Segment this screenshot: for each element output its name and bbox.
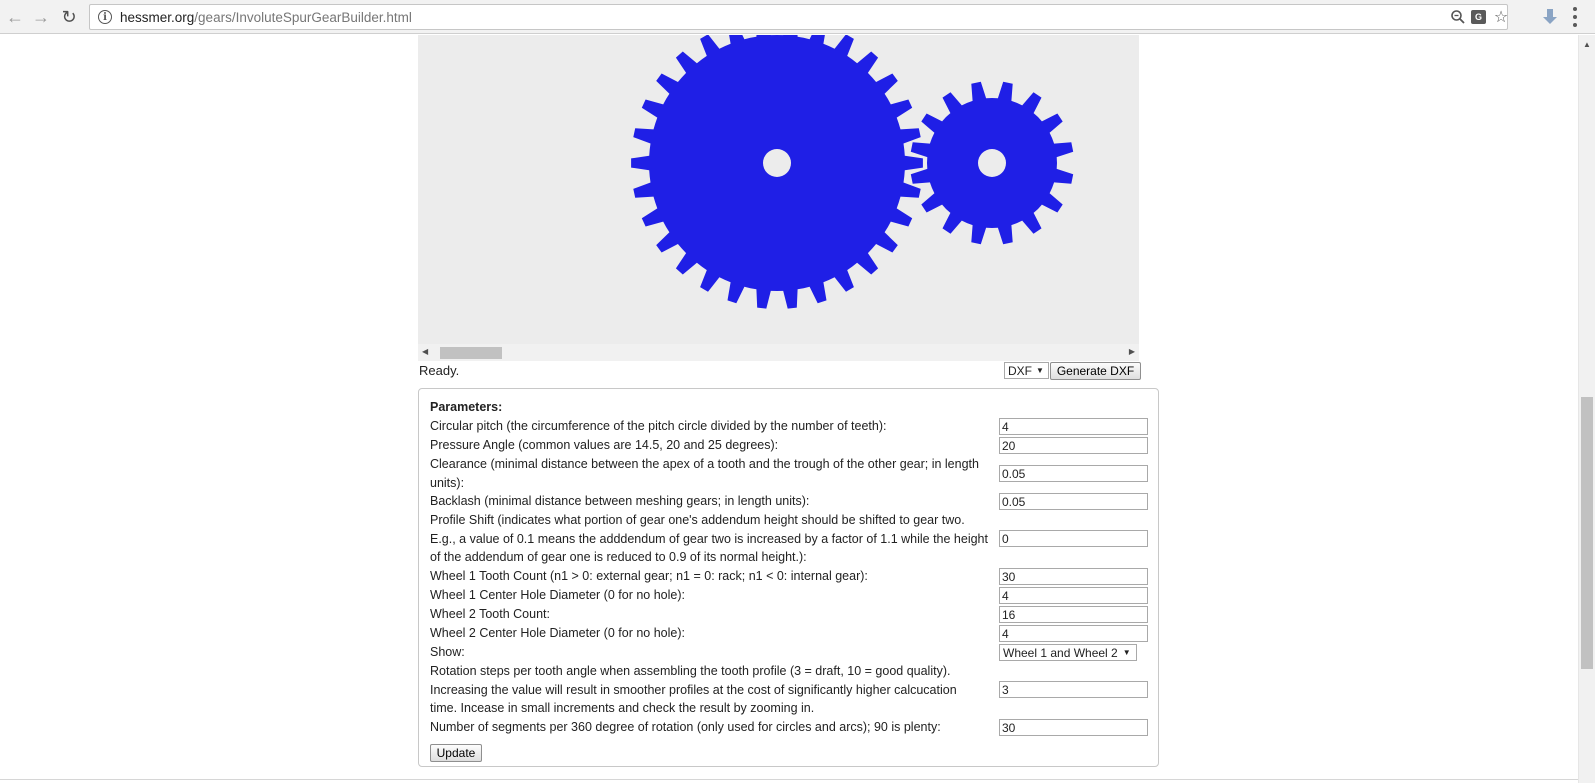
page-vertical-scrollbar[interactable] <box>1578 35 1595 783</box>
generate-dxf-button[interactable]: Generate DXF <box>1050 362 1141 380</box>
canvas-horizontal-scrollbar[interactable] <box>418 344 1139 361</box>
profile-shift-input[interactable] <box>999 530 1148 547</box>
dropdown-arrow-icon: ▼ <box>1122 648 1131 657</box>
address-bar[interactable] <box>89 4 1508 30</box>
wheel-1-tooth-count-input[interactable] <box>999 568 1148 585</box>
url-text[interactable]: hessmer.org/gears/InvoluteSpurGearBuilder.html <box>120 10 412 25</box>
reload-icon[interactable]: ↻ <box>61 6 77 27</box>
profile-shift-label: Profile Shift (indicates what portion of gear one's addendum height should be shifted to gear two. E.g., a value of 0.1 means the adddendum of gear two is increased by a factor of 1.1 while the height of the addendum of gear one is reduced to 0.9 of its normal height.): <box>430 513 988 564</box>
wheel-1-center-hole <box>763 149 791 177</box>
rotation-steps-input[interactable] <box>999 681 1148 698</box>
forward-arrow-icon[interactable]: → <box>32 6 50 27</box>
backlash-input[interactable] <box>999 493 1148 510</box>
parameters-title: Parameters: <box>430 400 503 414</box>
page-content <box>0 35 1578 783</box>
rotation-steps-label: Rotation steps per tooth angle when assembling the tooth profile (3 = draft, 10 = good quality). Increasing the value will result in smoother profiles at the cost of significantly higher calcucation time. Incease in small increments and check the result by zooming in. <box>430 664 957 715</box>
circular-pitch-label: Circular pitch (the circumference of the pitch circle divided by the number of teeth): <box>430 419 887 433</box>
clearance-input[interactable] <box>999 465 1148 482</box>
bookmark-star-icon[interactable]: ☆ <box>1493 9 1509 26</box>
wheel-2-hole-label: Wheel 2 Center Hole Diameter (0 for no hole): <box>430 626 685 640</box>
browser-toolbar <box>0 0 1595 34</box>
scroll-up-icon[interactable]: ▲ <box>1583 40 1591 49</box>
segments-input[interactable] <box>999 719 1148 736</box>
scroll-right-icon[interactable]: ▶ <box>1128 347 1135 356</box>
zoom-icon[interactable] <box>1449 8 1467 26</box>
browser-menu-icon[interactable] <box>1571 7 1579 27</box>
parameters-panel <box>418 388 1159 767</box>
clearance-label: Clearance (minimal distance between the apex of a tooth and the trough of the other gear; in length units): <box>430 457 979 490</box>
wheel-2-hole-input[interactable] <box>999 625 1148 642</box>
info-icon[interactable]: i <box>98 10 112 24</box>
gear-drawing <box>418 35 1139 345</box>
segments-label: Number of segments per 360 degree of rotation (only used for circles and arcs); 90 is plenty: <box>430 720 941 734</box>
show-select[interactable]: Wheel 1 and Wheel 2 ▼ <box>999 644 1137 661</box>
wheel-1-hole-label: Wheel 1 Center Hole Diameter (0 for no hole): <box>430 588 685 602</box>
scrollbar-thumb[interactable] <box>440 347 502 359</box>
page-bottom-divider <box>0 779 1578 780</box>
wheel-2-tooth-count-input[interactable] <box>999 606 1148 623</box>
format-select[interactable]: DXF ▼ <box>1004 362 1049 379</box>
gear-canvas[interactable] <box>418 35 1139 355</box>
download-extension-icon[interactable] <box>1539 6 1561 28</box>
show-label: Show: <box>430 645 465 659</box>
back-arrow-icon[interactable]: ← <box>6 6 24 27</box>
wheel-1-tooth-count-label: Wheel 1 Tooth Count (n1 > 0: external gear; n1 = 0: rack; n1 < 0: internal gear): <box>430 569 868 583</box>
wheel-2-tooth-count-label: Wheel 2 Tooth Count: <box>430 607 550 621</box>
pressure-angle-label: Pressure Angle (common values are 14.5, 20 and 25 degrees): <box>430 438 779 452</box>
wheel-1-hole-input[interactable] <box>999 587 1148 604</box>
dropdown-arrow-icon: ▼ <box>1036 366 1044 375</box>
status-text: Ready. <box>419 363 460 378</box>
update-button[interactable]: Update <box>430 744 482 762</box>
circular-pitch-input[interactable] <box>999 418 1148 435</box>
wheel-2-center-hole <box>978 149 1006 177</box>
scroll-left-icon[interactable]: ◀ <box>422 347 429 356</box>
translate-icon[interactable]: G <box>1471 10 1486 24</box>
backlash-label: Backlash (minimal distance between meshing gears; in length units): <box>430 494 810 508</box>
pressure-angle-input[interactable] <box>999 437 1148 454</box>
page-scrollbar-thumb[interactable] <box>1581 397 1593 669</box>
